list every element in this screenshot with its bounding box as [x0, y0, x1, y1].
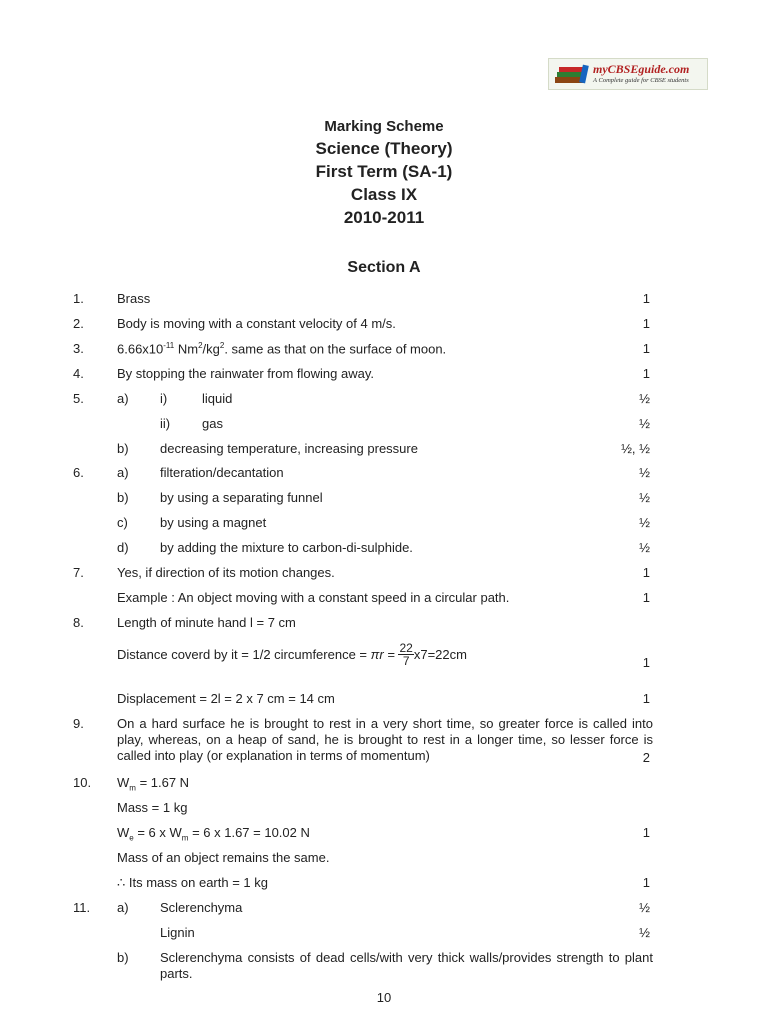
q5-ai-label: i)	[160, 391, 168, 406]
q8-given: Length of minute hand l = 7 cm	[117, 615, 296, 630]
q6-d-answer: by adding the mixture to carbon-di-sulphide.	[160, 540, 413, 555]
q10-earth-mark: 1	[642, 875, 650, 890]
q11-a2-mark: ½	[639, 925, 650, 940]
q10-weight-moon: $W_m = 1.67$ N	[117, 775, 190, 793]
q11-a2-answer: Lignin	[160, 925, 195, 940]
q1-number: 1.	[73, 291, 84, 306]
q11-number: 11.	[73, 900, 91, 915]
q11-part-b-label: b)	[117, 950, 129, 965]
q2-mark: 1	[642, 316, 650, 331]
q10-mass-earth: ∴ Its mass on earth = 1 kg	[117, 875, 268, 890]
q5-aii-mark: ½	[639, 416, 650, 431]
q6-c-mark: ½	[639, 515, 650, 530]
q6-c-answer: by using a magnet	[160, 515, 267, 530]
q5-part-b-label: b)	[117, 441, 129, 456]
q6-d-mark: ½	[639, 540, 650, 555]
q5-aii-label: ii)	[160, 416, 171, 431]
fraction-22-7: $\frac{22}{7}$	[399, 641, 413, 668]
q5-b-mark: ½, ½	[621, 441, 650, 456]
q6-a-mark: ½	[639, 465, 650, 480]
q7-mark-2: 1	[642, 590, 650, 605]
logo-tagline: A Complete guide for CBSE students	[593, 77, 689, 84]
q6-b-mark: ½	[639, 490, 650, 505]
q10-weight-earth: $W_e = 6$ x $W_m = 6$ x 1.67 = 10.02 N	[117, 825, 310, 843]
year-title: 2010-2011	[343, 208, 425, 227]
q10-mass-remains: Mass of an object remains the same.	[117, 850, 330, 865]
q7-answer: Yes, if direction of its motion changes.	[117, 565, 335, 580]
q10-weight-mark: 1	[642, 825, 650, 840]
q5-ai-mark: ½	[639, 391, 650, 406]
q8-distance: Distance coverd by it = 1/2 circumference = πr = $\frac{22}{7}$ x7=22cm	[117, 641, 467, 668]
q3-number: 3.	[73, 341, 84, 356]
q7-number: 7.	[73, 565, 84, 580]
q4-answer: By stopping the rainwater from flowing away.	[117, 366, 374, 381]
q2-number: 2.	[73, 316, 84, 331]
books-icon	[553, 63, 591, 85]
q10-mass: Mass = 1 kg	[117, 800, 188, 815]
class-title: Class IX	[350, 185, 418, 204]
logo-brand: myCBSEguide.com	[593, 62, 690, 76]
q6-part-c-label: c)	[117, 515, 128, 530]
q11-a1-answer: Sclerenchyma	[160, 900, 243, 915]
q5-part-a-label: a)	[117, 391, 129, 406]
q7-mark-1: 1	[642, 565, 650, 580]
section-heading: Section A	[347, 259, 421, 276]
q4-number: 4.	[73, 366, 84, 381]
marking-scheme-title: Marking Scheme	[324, 118, 444, 135]
q9-mark: 2	[642, 750, 650, 765]
q1-mark: 1	[642, 291, 650, 306]
q2-answer: Body is moving with a constant velocity of 4 m/s.	[117, 316, 396, 331]
q6-b-answer: by using a separating funnel	[160, 490, 323, 505]
q9-answer: On a hard surface he is brought to rest in a very short time, so greater force is called into play, whereas, on a heap of sand, he is brought to rest in a longer time, so lesser force is called into play (or explanation in terms of momentum)	[117, 716, 653, 763]
q6-number: 6.	[73, 465, 84, 480]
term-title: First Term (SA-1)	[315, 162, 453, 181]
subject-title: Science (Theory)	[315, 139, 453, 158]
q8-displacement: Displacement = 2l = 2 x 7 cm = 14 cm	[117, 691, 335, 706]
q8-number: 8.	[73, 615, 84, 630]
site-logo	[548, 58, 708, 90]
q6-part-a-label: a)	[117, 465, 129, 480]
q5-number: 5.	[73, 391, 84, 406]
q6-part-d-label: d)	[117, 540, 129, 555]
q9-number: 9.	[73, 716, 84, 731]
page-number: 10	[376, 990, 392, 1005]
q8-distance-mark: 1	[642, 655, 650, 670]
q7-example: Example : An object moving with a constant speed in a circular path.	[117, 590, 510, 605]
q11-part-a-label: a)	[117, 900, 129, 915]
q1-answer: Brass	[117, 291, 151, 306]
q3-mark: 1	[642, 341, 650, 356]
q3-answer: $6.66x10^{-11}$ $Nm^2/kg^2$. same as that on the surface of moon.	[117, 341, 447, 357]
q5-aii-answer: gas	[202, 416, 223, 431]
q8-displacement-mark: 1	[642, 691, 650, 706]
q6-part-b-label: b)	[117, 490, 129, 505]
q11-a1-mark: ½	[639, 900, 650, 915]
q6-a-answer: filteration/decantation	[160, 465, 284, 480]
q10-number: 10.	[73, 775, 92, 790]
q11-b-answer: Sclerenchyma consists of dead cells/with very thick walls/provides strength to plant parts.	[160, 950, 653, 981]
q5-ai-answer: liquid	[202, 391, 233, 406]
q4-mark: 1	[642, 366, 650, 381]
q5-b-answer: decreasing temperature, increasing pressure	[160, 441, 418, 456]
